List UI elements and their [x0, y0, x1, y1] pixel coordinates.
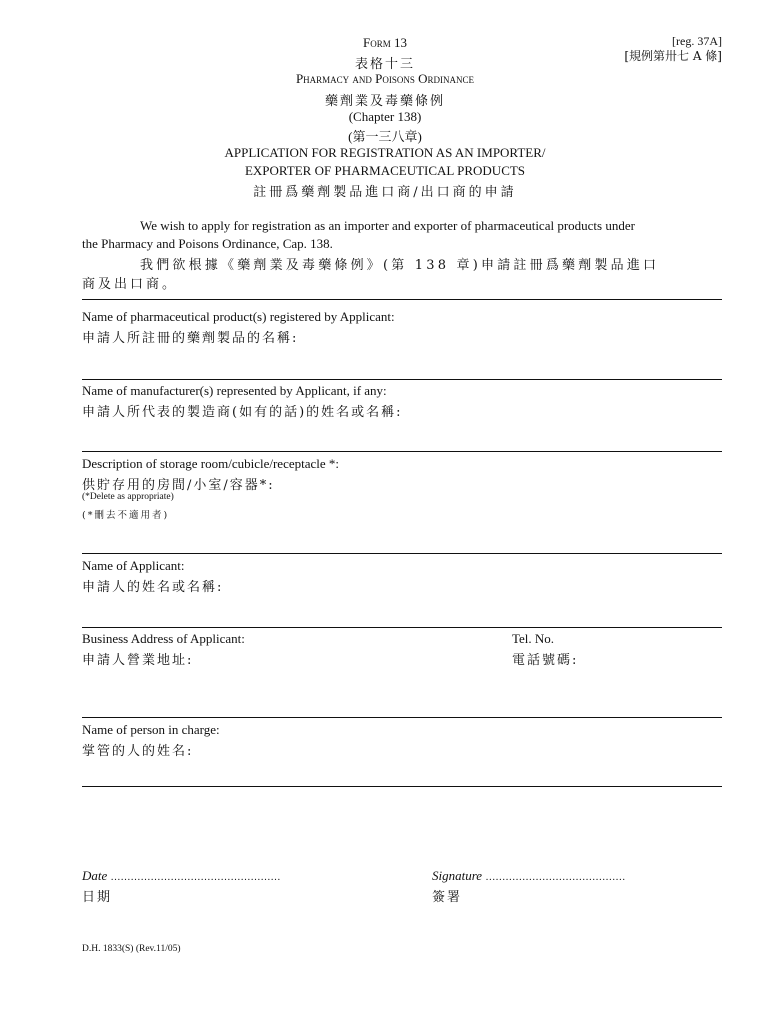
intro-zh-line2: 商及出口商。 [82, 277, 179, 292]
tel-label: Tel. No. [512, 631, 555, 646]
signature-label: Signature [432, 868, 483, 883]
chapter-zh: (第一三八章) [348, 129, 422, 144]
intro-line1: We wish to apply for registration as an importer and exporter of pharmaceutical products under [140, 218, 635, 233]
reg-reference-zh: [規例第卅七 A 條] [624, 49, 722, 63]
person-answer-line[interactable] [82, 786, 722, 787]
address-answer-line[interactable] [82, 717, 722, 718]
application-title-zh: 註冊爲藥劑製品進口商/出口商的申請 [253, 185, 517, 200]
intro-zh-line1: 我們欲根據《藥劑業及毒藥條例》(第 138 章)申請註冊爲藥劑製品進口 [140, 258, 660, 273]
divider [82, 299, 722, 300]
address-label: Business Address of Applicant: [82, 631, 245, 646]
manufacturers-answer-line[interactable] [82, 451, 722, 452]
storage-label: Description of storage room/cubicle/receptacle *: [82, 456, 340, 471]
storage-label-zh: 供貯存用的房間/小室/容器*: [82, 478, 275, 493]
ordinance-title-zh: 藥劑業及毒藥條例 [324, 94, 445, 109]
applicant-answer-line[interactable] [82, 627, 722, 628]
person-label: Name of person in charge: [82, 722, 220, 737]
tel-label-zh: 電話號碼: [512, 653, 579, 668]
form-title: Form 13 [363, 35, 407, 50]
ordinance-title: Pharmacy and Poisons Ordinance [295, 71, 475, 86]
date-dots: …………………………………………… [110, 872, 281, 883]
storage-answer-line[interactable] [82, 553, 722, 554]
application-title-line1: APPLICATION FOR REGISTRATION AS AN IMPORTER/ [224, 145, 546, 160]
manufacturers-label: Name of manufacturer(s) represented by Applicant, if any: [82, 383, 387, 398]
footer-code: D.H. 1833(S) (Rev.11/05) [82, 944, 181, 954]
date-label: Date [82, 868, 108, 883]
person-label-zh: 掌管的人的姓名: [82, 744, 194, 759]
products-answer-line[interactable] [82, 379, 722, 380]
storage-note: (*Delete as appropriate) [82, 492, 174, 502]
applicant-label-zh: 申請人的姓名或名稱: [82, 580, 224, 595]
storage-note-zh: (*刪去不適用者) [82, 510, 170, 521]
reg-reference-en: [reg. 37A] [672, 34, 722, 48]
intro-line2: the Pharmacy and Poisons Ordinance, Cap. 138. [82, 236, 333, 251]
signature-label-zh: 簽署 [432, 890, 463, 905]
chapter: (Chapter 138) [348, 109, 422, 124]
signature-dots: …………………………………… [485, 872, 626, 883]
application-title-line2: EXPORTER OF PHARMACEUTICAL PRODUCTS [244, 163, 526, 178]
signature-field[interactable] [432, 868, 625, 884]
date-label-zh: 日期 [82, 890, 113, 905]
date-field[interactable] [82, 868, 281, 884]
address-label-zh: 申請人營業地址: [82, 653, 194, 668]
manufacturers-label-zh: 申請人所代表的製造商(如有的話)的姓名或名稱: [82, 405, 403, 420]
products-label: Name of pharmaceutical product(s) registered by Applicant: [82, 309, 395, 324]
form-title-zh: 表格十三 [354, 57, 415, 72]
applicant-label: Name of Applicant: [82, 558, 185, 573]
products-label-zh: 申請人所註冊的藥劑製品的名稱: [82, 331, 299, 346]
